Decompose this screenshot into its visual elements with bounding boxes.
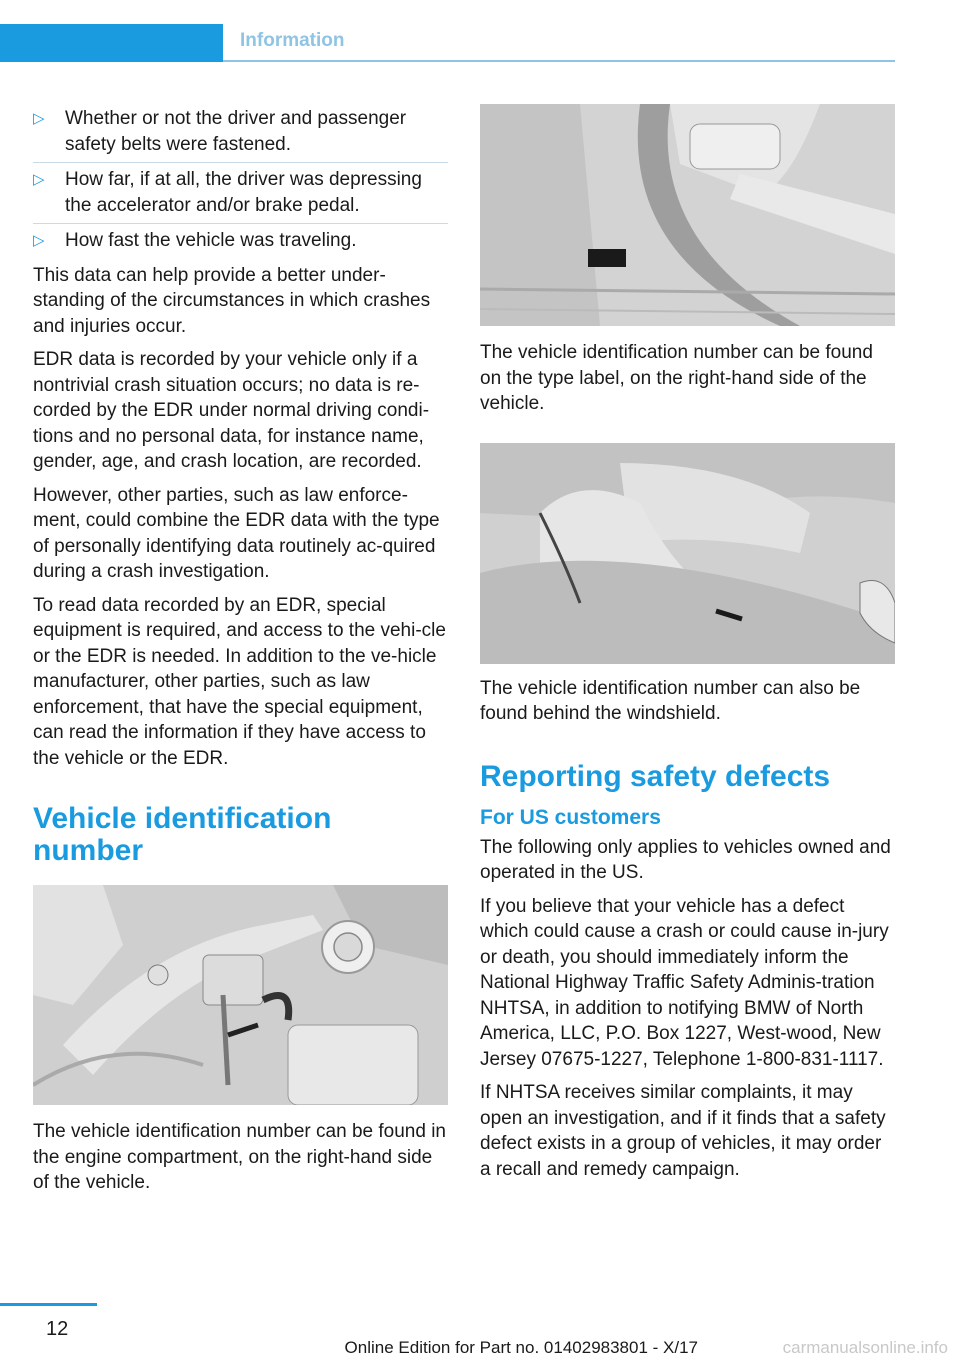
triangle-right-icon: ▷ xyxy=(33,110,45,127)
list-item xyxy=(33,224,448,259)
type-label-image xyxy=(480,104,895,326)
list-item xyxy=(33,102,448,163)
paragraph: If NHTSA receives similar complaints, it may open an investigation, and if it finds that a safety defect exists in a group of vehicles, it may order a recall and remedy campaign. xyxy=(480,1082,886,1180)
list-item-text: How fast the vehicle was traveling. xyxy=(65,230,357,251)
header-accent-bar xyxy=(0,24,223,62)
paragraph: To read data recorded by an EDR, special equipment is required, and access to the vehi-cle or the EDR is needed. In addition to the ve-hicle manufacturer, other parties, such as law enforcement, that have the special equipment, can read the information if they have access to the vehicle or the EDR. xyxy=(33,594,446,769)
paragraph: EDR data is recorded by your vehicle only if a nontrivial crash situation occurs; no data is re-corded by the EDR under normal driving condi-tions and no personal data, for instance name, gender, age, and crash location, are recorded. xyxy=(33,349,430,472)
list-item-text: Whether or not the driver and passenger safety belts were fastened. xyxy=(65,108,407,155)
paragraph: However, other parties, such as law enforce-ment, could combine the EDR data with the type of personally identifying data routinely ac-quired during a crash investigation. xyxy=(33,484,440,582)
paragraph: If you believe that your vehicle has a defect which could cause a crash or could cause in-jury or death, you should immediately inform the National Highway Traffic Safety Adminis-tration NHTSA, in addition to notifying BMW of North America, LLC, P.O. Box 1227, West-wood, New Jersey 07675-1227, Telephone 1-800-831-1117. xyxy=(480,895,889,1070)
triangle-right-icon: ▷ xyxy=(33,232,45,249)
us-subheading: For US customers xyxy=(480,805,661,829)
engine-compartment-image xyxy=(33,885,448,1105)
windshield-illustration xyxy=(480,443,895,664)
door-sill-illustration xyxy=(480,104,895,326)
windshield-image xyxy=(480,443,895,664)
vin-heading: Vehicle identification number xyxy=(33,802,332,867)
header-rule xyxy=(223,60,895,62)
section-title: Information xyxy=(240,30,345,51)
right-column xyxy=(480,104,895,1190)
defects-heading: Reporting safety defects xyxy=(480,759,831,793)
type-label-caption: The vehicle identification number can be found on the type label, on the right-hand side of the vehicle. xyxy=(480,342,873,414)
watermark: carmanualsonline.info xyxy=(782,1338,948,1357)
windshield-caption: The vehicle identification number can also be found behind the windshield. xyxy=(480,677,861,724)
triangle-right-icon: ▷ xyxy=(33,171,45,188)
bullet-list xyxy=(33,102,448,259)
engine-illustration xyxy=(33,885,448,1105)
list-item xyxy=(33,163,448,224)
paragraph: The following only applies to vehicles owned and operated in the US. xyxy=(480,836,891,883)
edition-note: Online Edition for Part no. 01402983801 - X/17 xyxy=(344,1338,698,1357)
left-column xyxy=(33,102,448,1204)
list-item-text: How far, if at all, the driver was depressing the accelerator and/or brake pedal. xyxy=(65,169,422,216)
page-number: 12 xyxy=(46,1318,69,1340)
paragraph: This data can help provide a better under-standing of the circumstances in which crashes and injuries occur. xyxy=(33,264,431,337)
engine-caption: The vehicle identification number can be found in the engine compartment, on the right-hand side of the vehicle. xyxy=(33,1121,446,1193)
footer-rule xyxy=(0,1303,97,1306)
